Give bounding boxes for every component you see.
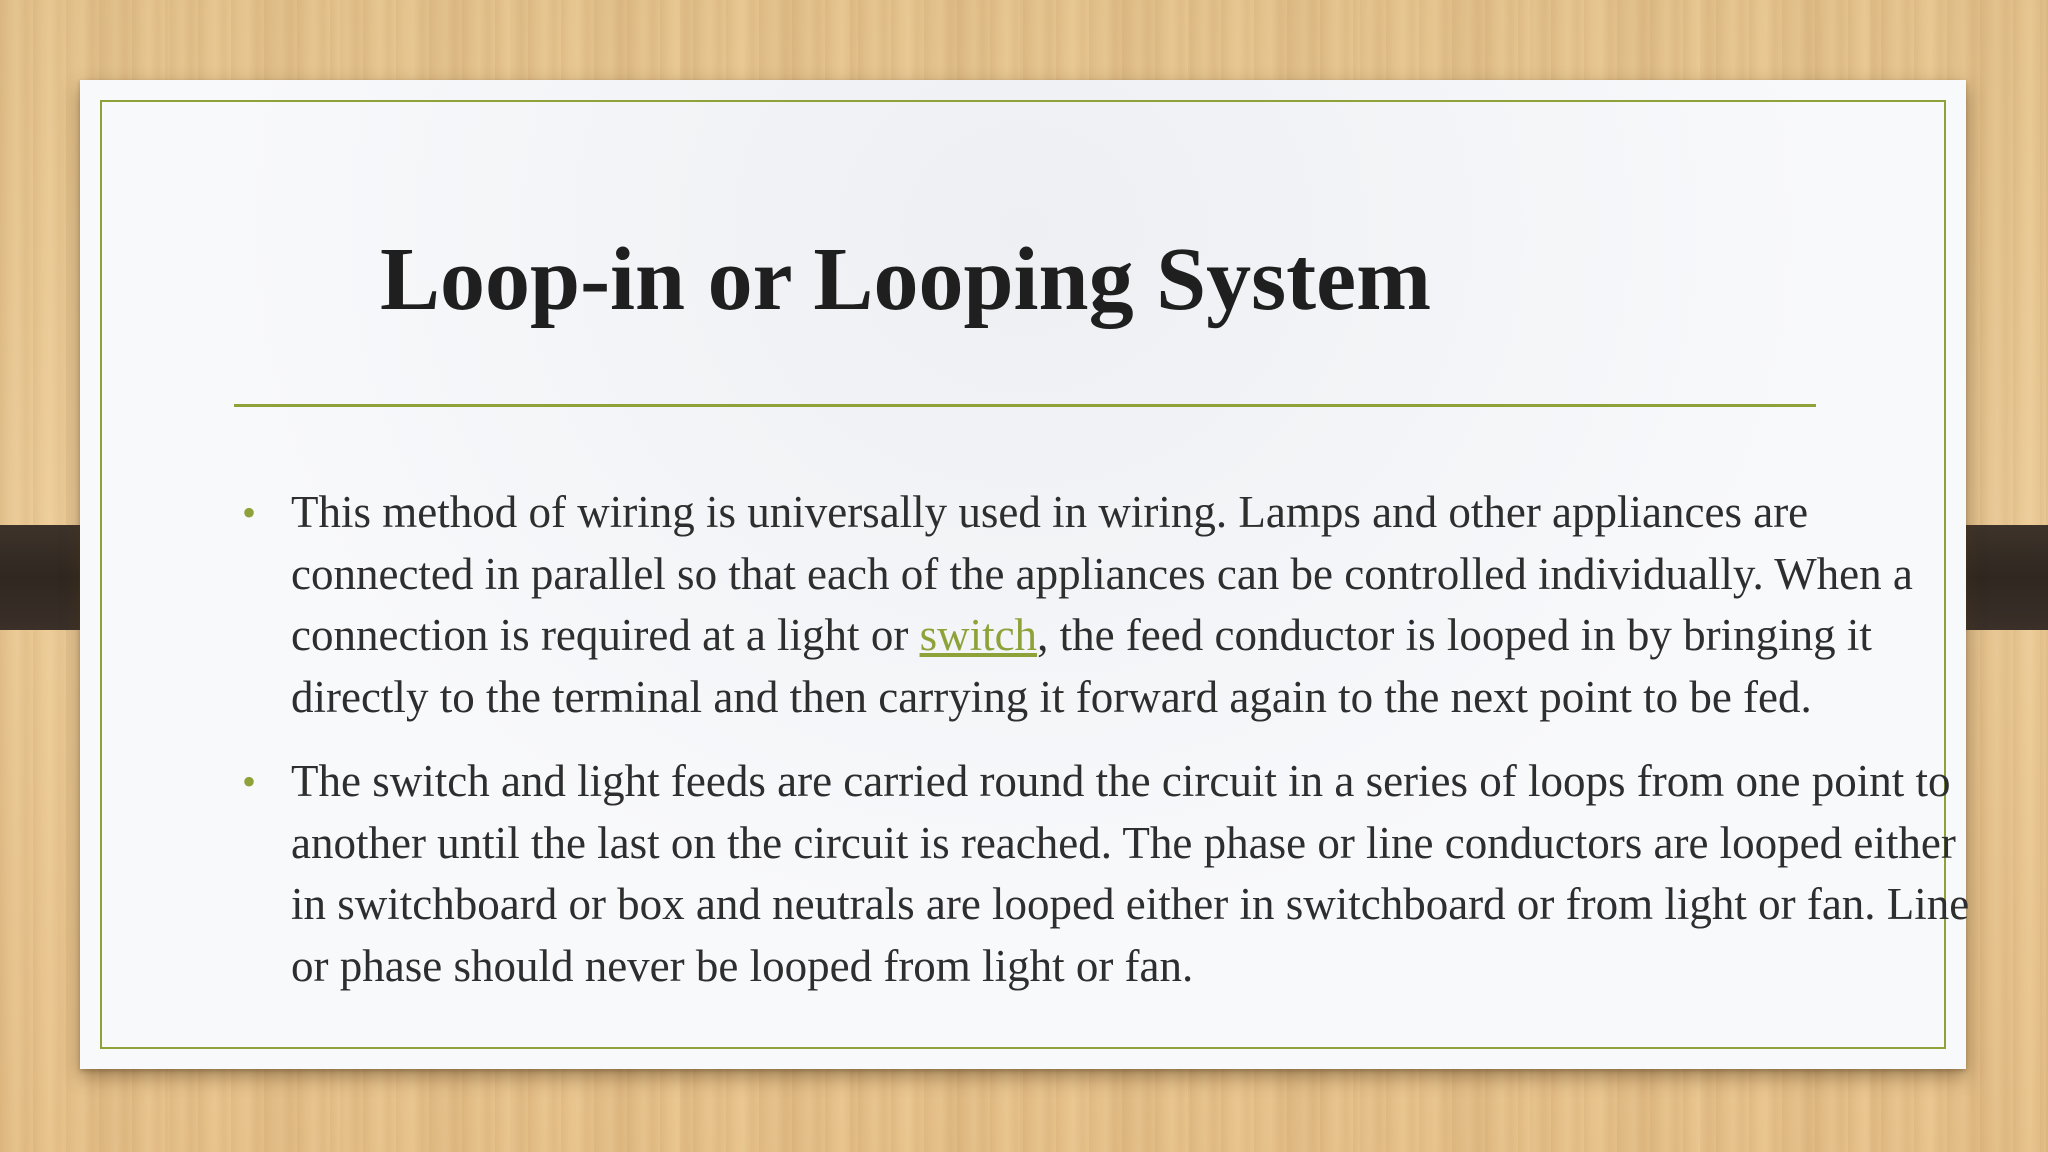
- bullet-item-2: [210, 751, 1970, 997]
- bullet-item-1: [210, 482, 1970, 728]
- title-divider: [234, 404, 1816, 407]
- bullet-list: [210, 482, 1970, 1020]
- bullet-icon: •: [242, 490, 257, 535]
- slide-title: Loop-in or Looping System: [380, 230, 1432, 329]
- bullet-icon: •: [242, 759, 257, 804]
- bullet-1-text-end: , the feed conductor is looped in by bringing it directly to the terminal and then carrying it forward again to the next point to be fed.: [291, 610, 1872, 722]
- slide: [80, 80, 1970, 1069]
- switch-link[interactable]: switch: [919, 610, 1038, 660]
- bullet-1-text-start: This method of wiring is universally used in wiring. Lamps and other appliances are connected in parallel so that each of the appliances can be controlled individually. When a connection is required at a light or: [291, 487, 1913, 660]
- bullet-2-text: The switch and light feeds are carried round the circuit in a series of loops from one point to another until the last on the circuit is reached. The phase or line conductors are looped either in switchboard or box and neutrals are looped either in switchboard or from light or fan. Line or phase should never be looped from light or fan.: [291, 756, 1970, 991]
